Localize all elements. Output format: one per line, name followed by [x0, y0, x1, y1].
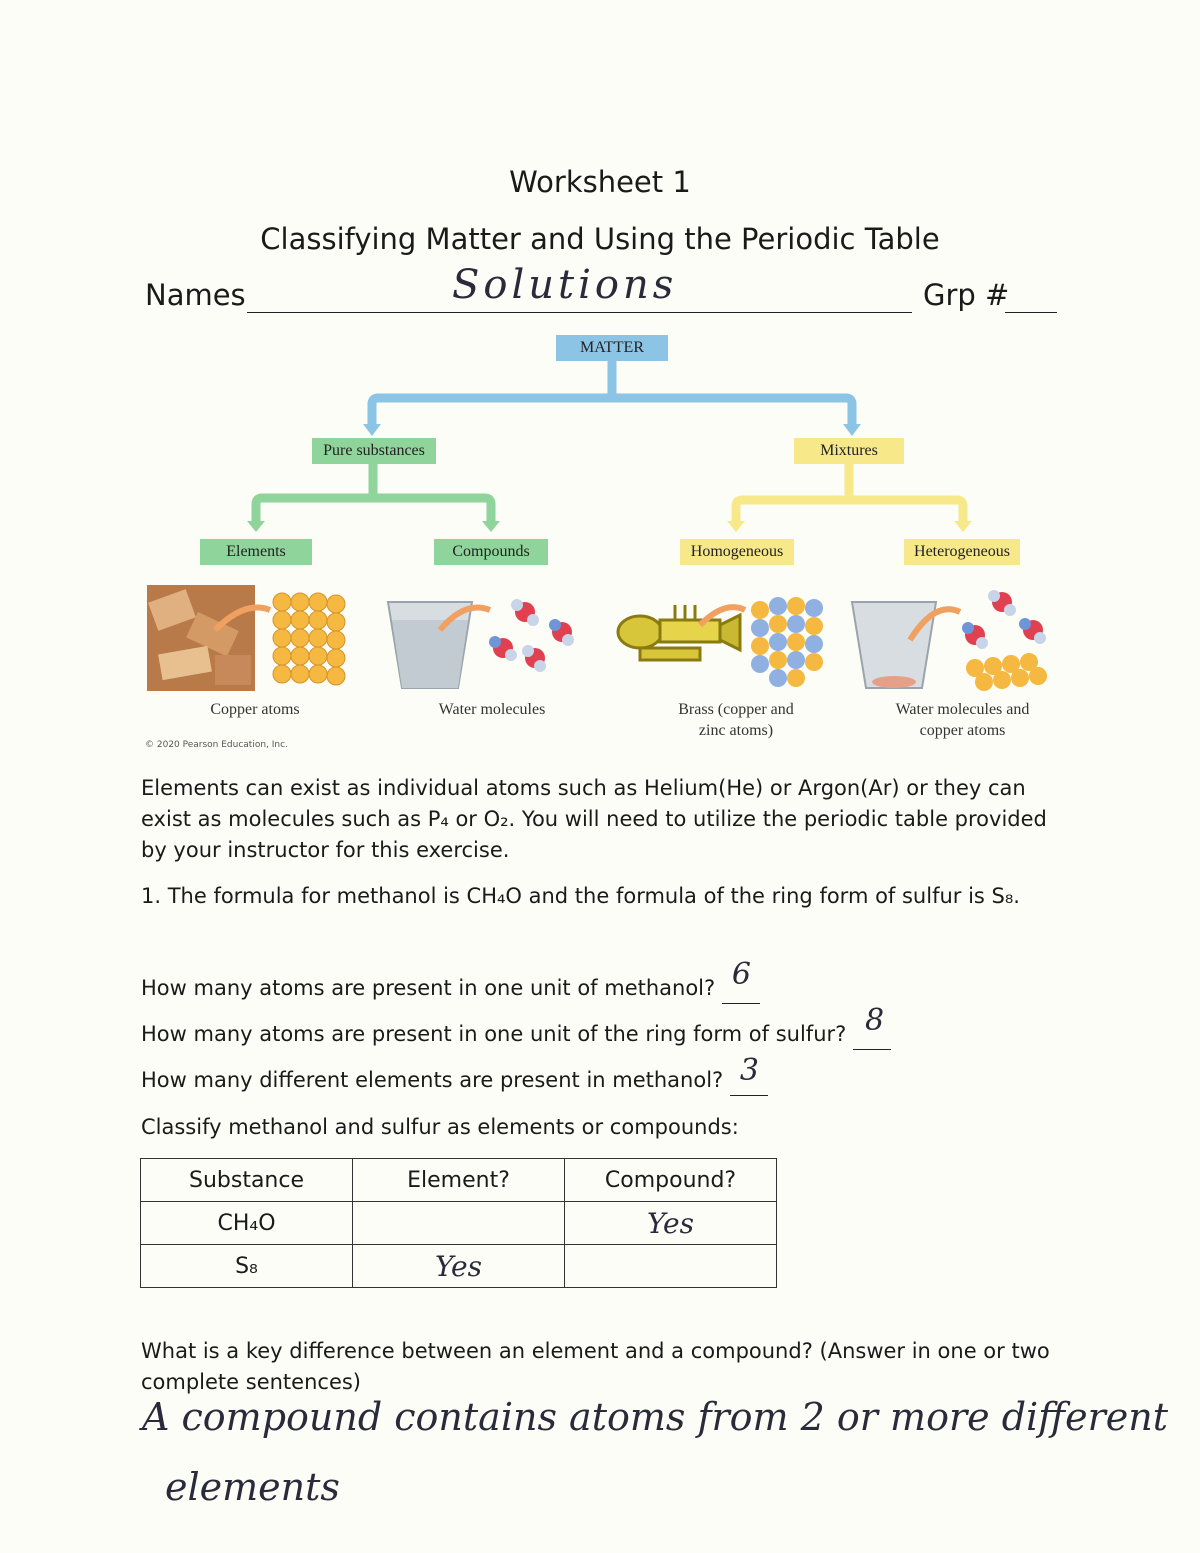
question-1: 1. The formula for methanol is CH₄O and the formula of the ring form of sulfur is S₈. — [141, 884, 1020, 908]
homogeneous-box: Homogeneous — [680, 539, 794, 565]
matter-connector — [372, 360, 852, 428]
header-compound: Compound? — [565, 1159, 777, 1202]
copper-atoms-cube — [273, 593, 345, 685]
caption-brass: Brass (copper and zinc atoms) — [678, 701, 794, 739]
brass-trumpet — [618, 605, 740, 660]
question-text: How many atoms are present in one unit of the ring form of sulfur? — [141, 1022, 847, 1046]
caption-water: Water molecules — [438, 701, 546, 718]
classify-prompt: Classify methanol and sulfur as elements or compounds: — [141, 1115, 739, 1139]
answer-blank — [722, 957, 760, 1004]
cell-compound: Yes — [565, 1202, 777, 1245]
pure-substances-box: Pure substances — [312, 438, 436, 464]
hetero-glass — [852, 602, 936, 688]
answer-blank — [730, 1053, 768, 1096]
header-element: Element? — [353, 1159, 565, 1202]
intro-paragraph: Elements can exist as individual atoms such as Helium(He) or Argon(Ar) or they can exist as molecules such as P₄ or O₂. You will need to utilize the periodic table provided by your instructor for this exercise. — [141, 776, 1047, 862]
answer-methanol-elements: 3 — [739, 1053, 759, 1088]
classification-table — [140, 1158, 777, 1288]
caption-water-copper: Water molecules and copper atoms — [895, 701, 1030, 739]
answer-sulfur-atoms: 8 — [864, 1003, 885, 1038]
elements-box: Elements — [200, 539, 312, 565]
cell-element: Yes — [353, 1245, 565, 1288]
copyright: © 2020 Pearson Education, Inc. — [145, 740, 288, 750]
answer-2-line-1: A compound contains atoms from 2 or more different — [142, 1395, 1168, 1439]
group-label: Grp # — [923, 278, 1010, 312]
mixtures-box: Mixtures — [794, 438, 904, 464]
hetero-particles — [962, 590, 1047, 691]
heterogeneous-box: Heterogeneous — [904, 539, 1020, 565]
caption-copper: Copper atoms — [210, 701, 300, 718]
answer-blank — [853, 1003, 891, 1050]
table-row — [141, 1245, 777, 1288]
brass-atoms-cube — [751, 597, 823, 687]
question-2: What is a key difference between an element and a compound? (Answer in one or two complete sentences) — [141, 1339, 1050, 1394]
answer-2-line-2: elements — [165, 1465, 340, 1509]
question-text: How many different elements are present in methanol? — [141, 1068, 724, 1092]
question-methanol-atoms — [141, 957, 760, 1004]
names-answer: Solutions — [452, 262, 678, 308]
answer-methanol-atoms: 6 — [731, 957, 751, 992]
mixture-connector — [736, 462, 963, 525]
worksheet-title: Worksheet 1 — [509, 165, 691, 199]
water-molecules — [489, 599, 574, 672]
question-text: How many atoms are present in one unit of methanol? — [141, 976, 716, 1000]
matter-box: MATTER — [556, 335, 668, 361]
names-label: Names — [145, 278, 246, 312]
cell-compound — [565, 1245, 777, 1288]
question-sulfur-atoms — [141, 1003, 891, 1050]
question-methanol-elements — [141, 1053, 768, 1096]
header-substance: Substance — [141, 1159, 353, 1202]
worksheet-subtitle: Classifying Matter and Using the Periodic Table — [260, 222, 940, 256]
cell-substance: S₈ — [141, 1245, 353, 1288]
cell-substance: CH₄O — [141, 1202, 353, 1245]
copper-photo — [147, 585, 255, 691]
matter-diagram — [0, 0, 1200, 760]
pure-connector — [256, 462, 491, 525]
cell-element — [353, 1202, 565, 1245]
table-header-row — [141, 1159, 777, 1202]
table-row — [141, 1202, 777, 1245]
compounds-box: Compounds — [434, 539, 548, 565]
